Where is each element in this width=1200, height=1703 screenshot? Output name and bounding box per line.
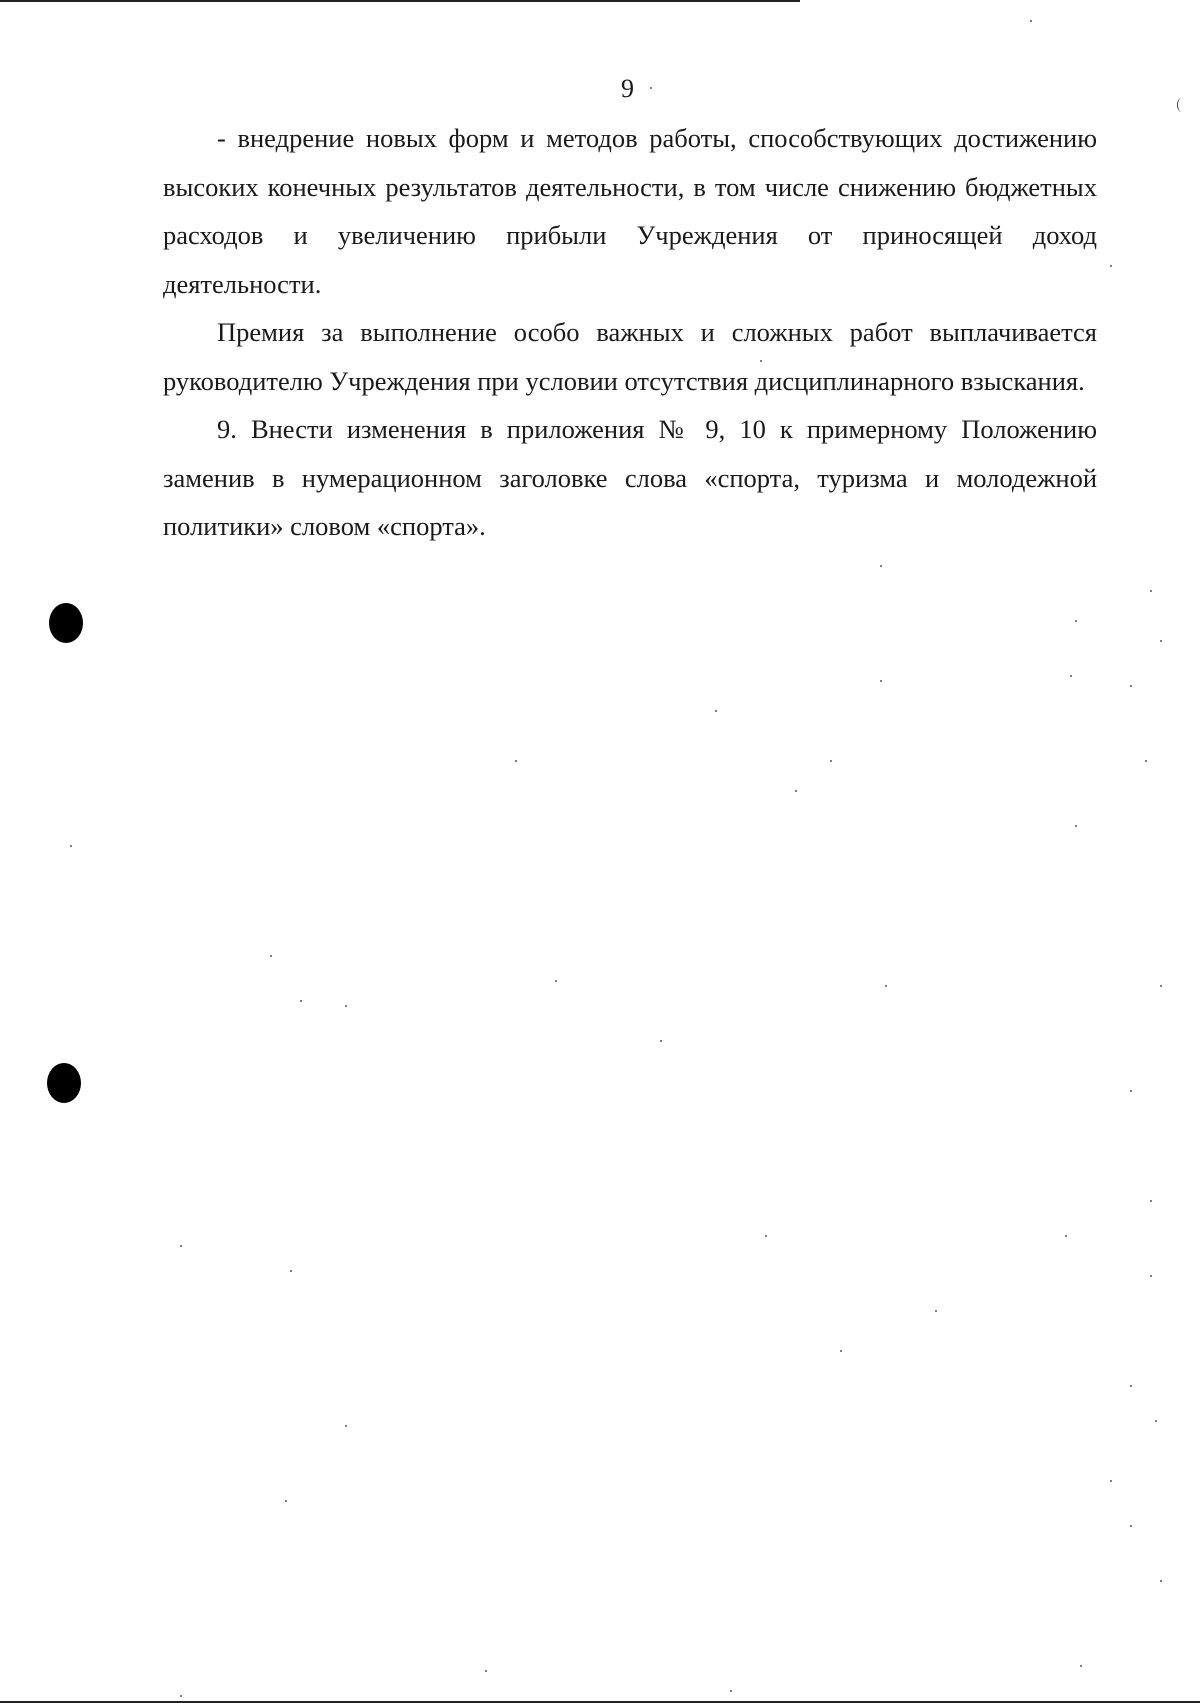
scan-speck: [1150, 1275, 1152, 1277]
scan-speck: [830, 760, 832, 762]
scan-speck: [1160, 1580, 1162, 1582]
scan-speck: [345, 1425, 347, 1427]
scan-speck: [1075, 825, 1077, 827]
scan-speck: [555, 980, 557, 982]
scan-speck: [660, 1040, 662, 1042]
punch-hole-icon: [49, 603, 83, 643]
scan-speck: [840, 1350, 842, 1352]
scan-speck: [1080, 1665, 1082, 1667]
paragraph-bonus: Премия за выполнение особо важных и сложных работ выплачивается руководителю Учреждения при условии отсутствия дисциплинарного взыскания.: [163, 317, 1097, 396]
scan-speck: [290, 1270, 292, 1272]
page-number: 9: [621, 74, 634, 103]
scan-speck: [70, 845, 72, 847]
scan-speck: [300, 1000, 302, 1002]
scan-speck: [1130, 1525, 1132, 1527]
paragraph-amendment: 9. Внести изменения в приложения № 9, 10 к примерному Положению заменив в нумерационном заголовке слова «спорта, туризма и молодежной политики» словом «спорта».: [163, 414, 1097, 541]
scan-speck: [1150, 1200, 1152, 1202]
top-scan-edge: [0, 0, 800, 2]
scan-speck: [1070, 675, 1072, 677]
scan-speck: [1145, 760, 1147, 762]
scan-speck: [650, 87, 652, 89]
scan-speck: [485, 1670, 487, 1672]
scan-speck: [885, 985, 887, 987]
scan-speck: [1130, 685, 1132, 687]
scan-speck: [795, 790, 797, 792]
scan-speck: [1160, 985, 1162, 987]
scan-speck: [765, 1235, 767, 1237]
scan-speck: [270, 955, 272, 957]
scan-speck: [1130, 1090, 1132, 1092]
scan-speck: [1160, 640, 1162, 642]
scan-speck: [1110, 1480, 1112, 1482]
scan-speck: [1065, 1235, 1067, 1237]
scan-speck: [1130, 1385, 1132, 1387]
paragraph-methods: - внедрение новых форм и методов работы, способствующих достижению высоких конечных результатов деятельности, в том числе снижению бюджетных расходов и увеличению прибыли Учреждения от приносящей доход деятельности.: [163, 123, 1097, 299]
scan-speck: [1110, 265, 1112, 267]
scan-speck: [880, 680, 882, 682]
scan-speck: [180, 1695, 182, 1697]
scan-speck: [880, 565, 882, 567]
document-body: [163, 114, 1097, 551]
scan-speck: [345, 1005, 347, 1007]
scan-speck: [515, 760, 517, 762]
scan-speck: [285, 1500, 287, 1502]
punch-hole-icon: [47, 1063, 81, 1103]
scan-speck: [1150, 590, 1152, 592]
scan-speck: [730, 1690, 732, 1692]
scan-speck: [1155, 1420, 1157, 1422]
scan-speck: [1030, 20, 1032, 22]
scan-speck: [760, 360, 762, 362]
scan-speck: [935, 1310, 937, 1312]
scan-speck: [1075, 620, 1077, 622]
scan-speck: [180, 1245, 182, 1247]
scan-speck: [715, 710, 717, 712]
